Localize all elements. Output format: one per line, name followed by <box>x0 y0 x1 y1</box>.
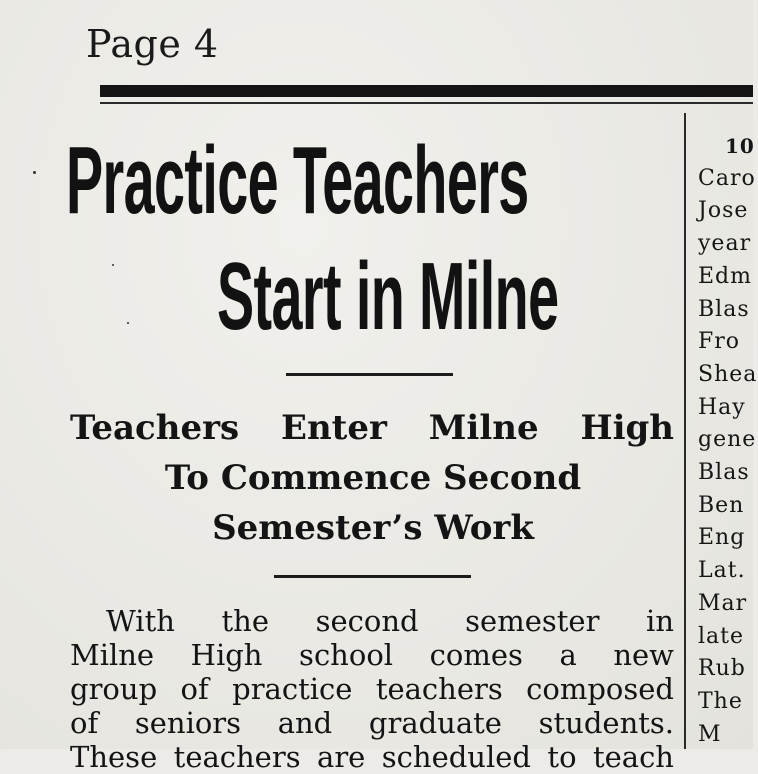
side-column-line: year <box>698 231 752 257</box>
side-column-line: Caro <box>698 165 756 191</box>
side-column-line: The <box>698 688 743 714</box>
side-column-line: Blas <box>698 296 750 322</box>
adjacent-column-fragment <box>698 130 758 751</box>
page-number-label: Page 4 <box>86 22 219 66</box>
headline-line-2: Start in Milne <box>217 243 559 350</box>
side-column-line: Fro <box>698 329 741 355</box>
side-column-line: gene <box>698 427 757 453</box>
article-body-line: of seniors and graduate students. <box>70 706 674 740</box>
article-body-line: With the second semester in <box>106 604 674 638</box>
side-column-line: Blas <box>698 460 750 486</box>
side-column-line: Lat. <box>698 558 746 584</box>
print-speck <box>112 264 114 266</box>
side-column-number: 10 <box>725 134 755 158</box>
subhead-separator-rule <box>274 575 471 578</box>
side-column-line: Ben <box>698 492 745 518</box>
side-column-line: Jose <box>698 198 749 224</box>
article-body-line: These teachers are scheduled to teach <box>70 740 674 774</box>
article-body-line: group of practice teachers composed <box>70 672 674 706</box>
article-body-line: Milne High school comes a new <box>70 638 674 672</box>
side-column-line: Eng <box>698 525 746 551</box>
subhead-line-1: Teachers Enter Milne High <box>70 408 674 448</box>
side-column-line: late <box>698 623 745 649</box>
side-column-line: Rub <box>698 656 746 682</box>
side-column-line: Shea <box>698 361 758 387</box>
side-column-line: Mar <box>698 590 748 616</box>
print-speck <box>127 322 129 324</box>
print-speck <box>33 171 36 174</box>
side-column-line: Hay <box>698 394 746 420</box>
column-divider-rule <box>684 113 686 749</box>
headline-line-1: Practice Teachers <box>66 127 529 234</box>
side-column-line: Edm <box>698 263 753 289</box>
masthead-heavy-rule <box>100 85 753 97</box>
masthead-thin-rule <box>100 102 753 104</box>
side-column-line: M <box>698 721 722 747</box>
subhead-line-3: Semester’s Work <box>212 508 534 548</box>
subhead-line-2: To Commence Second <box>164 458 582 498</box>
headline-separator-rule <box>286 373 453 376</box>
